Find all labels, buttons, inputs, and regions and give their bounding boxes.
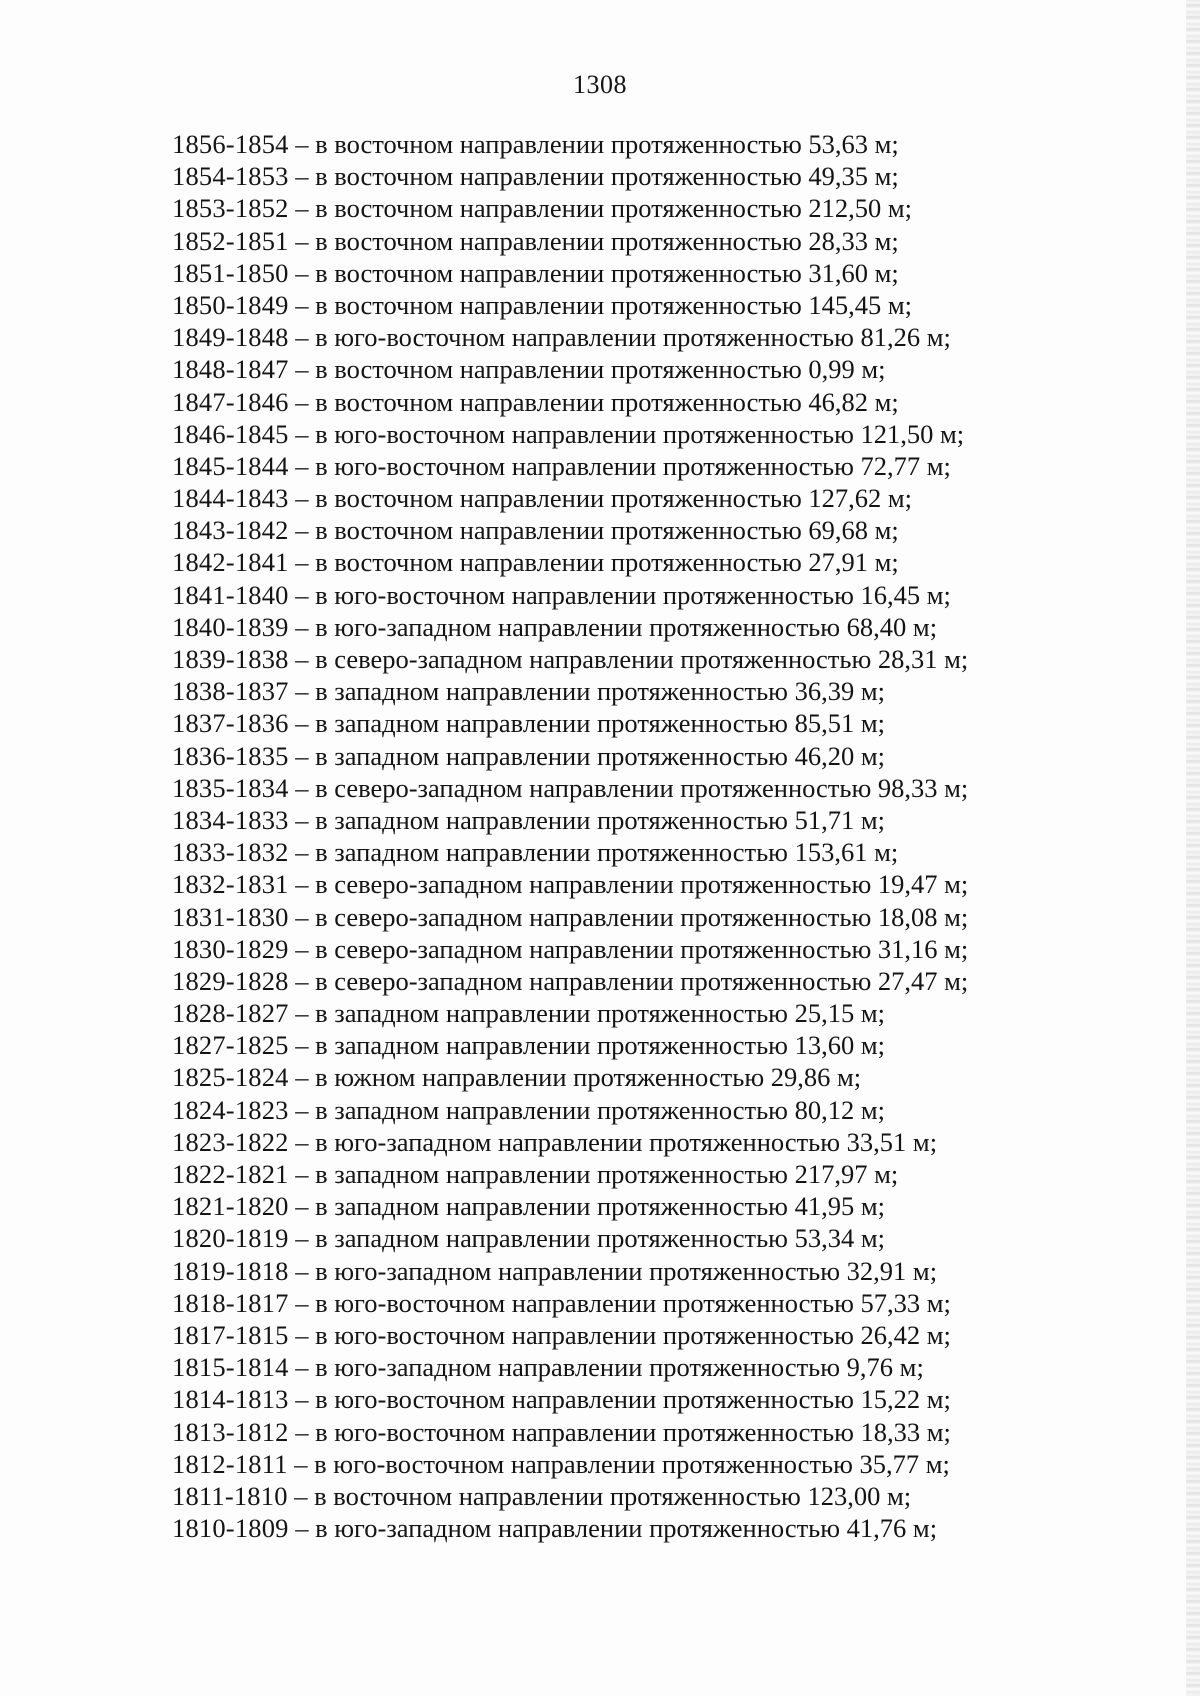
list-item [172,997,968,1029]
segment-description: – в юго-восточном направлении протяженностью 26,42 м; [288,1319,951,1350]
segment-points: 1836-1835 [172,740,289,771]
segment-description: – в восточном направлении протяженностью 31,60 м; [288,257,899,288]
segment-points: 1821-1820 [172,1191,289,1222]
list-item [172,546,968,578]
segment-points: 1815-1814 [172,1352,289,1383]
list-item [172,740,968,772]
segment-description: – в восточном направлении протяженностью 46,82 м; [288,386,899,417]
segment-points: 1822-1821 [172,1159,289,1189]
segment-description: – в юго-западном направлении протяженностью 41,76 м; [288,1513,938,1544]
segment-points: 1849-1848 [172,322,289,353]
list-item [172,160,968,192]
segment-description: – в юго-восточном направлении протяженностью 121,50 м; [288,418,965,449]
list-item [172,1383,968,1415]
list-item [172,804,968,836]
list-item [172,1190,968,1222]
list-item [172,1222,968,1254]
list-item [172,321,968,353]
segment-description: – в восточном направлении протяженностью 127,62 м; [288,483,913,514]
segment-points: 1813-1812 [172,1416,289,1447]
page-number: 1308 [573,70,627,99]
list-item [172,225,968,257]
list-item [172,1094,968,1126]
list-item [172,192,968,224]
scan-edge-noise [1186,0,1200,1696]
segment-description: – в юго-восточном направлении протяженностью 57,33 м; [288,1287,951,1318]
list-item [172,1512,968,1544]
segment-points: 1840-1839 [172,611,289,642]
list-item [172,418,968,450]
segment-description: – в восточном направлении протяженностью 53,63 м; [288,129,899,159]
segment-points: 1829-1828 [172,965,289,996]
segment-description: – в юго-восточном направлении протяженностью 81,26 м; [288,322,951,353]
segment-points: 1814-1813 [172,1384,289,1415]
list-item [172,257,968,289]
segment-points: 1835-1834 [172,772,289,803]
segment-description: – в западном направлении протяженностью 13,60 м; [288,1030,885,1061]
segment-points: 1830-1829 [172,933,289,964]
list-item [172,1158,968,1190]
segment-description: – в юго-западном направлении протяженностью 9,76 м; [288,1352,924,1383]
segment-description: – в восточном направлении протяженностью 69,68 м; [288,515,899,546]
list-item [172,1416,968,1448]
segment-points: 1810-1809 [172,1513,289,1544]
segment-description: – в восточном направлении протяженностью 28,33 м; [288,225,899,256]
segment-points: 1823-1822 [172,1126,289,1157]
segment-description: – в западном направлении протяженностью 53,34 м; [288,1223,885,1254]
list-item [172,933,968,965]
list-item [172,868,968,900]
segment-description: – в восточном направлении протяженностью 145,45 м; [288,289,913,320]
list-item [172,514,968,546]
list-item [172,1319,968,1351]
segment-description: – в южном направлении протяженностью 29,86 м; [288,1062,862,1093]
list-item [172,1287,968,1319]
segment-points: 1842-1841 [172,547,289,578]
segment-description: – в юго-восточном направлении протяженностью 72,77 м; [288,450,951,481]
segment-points: 1850-1849 [172,289,289,320]
segment-points: 1841-1840 [172,579,289,610]
segment-points: 1825-1824 [172,1062,289,1093]
segment-description: – в северо-западном направлении протяженностью 28,31 м; [288,644,969,674]
segment-description: – в восточном направлении протяженностью 123,00 м; [287,1480,912,1511]
segment-description: – в северо-западном направлении протяженностью 98,33 м; [288,772,969,803]
segment-points: 1817-1815 [172,1319,289,1350]
list-item [172,1126,968,1158]
segment-points: 1856-1854 [172,129,289,159]
segment-description: – в северо-западном направлении протяженностью 19,47 м; [288,869,969,900]
segment-description: – в западном направлении протяженностью 80,12 м; [288,1094,885,1125]
segment-description: – в юго-западном направлении протяженностью 68,40 м; [288,611,938,642]
list-item [172,1255,968,1287]
segment-points: 1838-1837 [172,676,289,707]
segment-points: 1833-1832 [172,837,289,868]
segment-points: 1824-1823 [172,1094,289,1125]
list-item [172,1480,968,1512]
segment-description: – в юго-восточном направлении протяженностью 16,45 м; [288,579,951,610]
segment-points: 1818-1817 [172,1287,289,1318]
segment-description: – в западном направлении протяженностью 25,15 м; [288,998,885,1029]
segment-points: 1839-1838 [172,644,289,674]
list-item [172,836,968,868]
segment-description: – в западном направлении протяженностью 41,95 м; [288,1191,885,1222]
segment-points: 1834-1833 [172,804,289,835]
segment-points: 1820-1819 [172,1223,289,1254]
segment-description: – в юго-восточном направлении протяженностью 15,22 м; [288,1384,951,1415]
list-item [172,1061,968,1093]
list-item [172,128,968,160]
list-item [172,611,968,643]
segment-description: – в западном направлении протяженностью 46,20 м; [288,740,885,771]
segment-points: 1827-1825 [172,1030,289,1061]
segment-description: – в юго-восточном направлении протяженностью 18,33 м; [288,1416,951,1447]
segment-points: 1811-1810 [172,1480,288,1511]
segment-points: 1837-1836 [172,708,289,739]
segment-description: – в восточном направлении протяженностью 212,50 м; [288,193,913,224]
segment-points: 1844-1843 [172,483,289,514]
segment-points: 1828-1827 [172,998,289,1029]
list-item [172,707,968,739]
segment-points: 1853-1852 [172,193,289,224]
segment-points: 1845-1844 [172,450,289,481]
segment-description: – в восточном направлении протяженностью 49,35 м; [288,161,899,192]
list-item [172,1351,968,1383]
list-item [172,353,968,385]
segment-description: – в восточном направлении протяженностью 0,99 м; [288,354,886,385]
segment-description: – в северо-западном направлении протяженностью 31,16 м; [288,933,969,964]
list-item [172,386,968,418]
segment-points: 1847-1846 [172,386,289,417]
list-item [172,450,968,482]
segment-points: 1852-1851 [172,225,289,256]
list-item [172,482,968,514]
list-item [172,772,968,804]
segment-points: 1846-1845 [172,418,289,449]
segment-description: – в юго-западном направлении протяженностью 33,51 м; [288,1126,938,1157]
segment-points: 1832-1831 [172,869,289,900]
segment-description: – в западном направлении протяженностью 153,61 м; [288,837,899,868]
segment-description: – в западном направлении протяженностью 217,97 м; [288,1159,899,1189]
segment-points: 1848-1847 [172,354,289,385]
list-item [172,675,968,707]
segment-description: – в восточном направлении протяженностью 27,91 м; [288,547,899,578]
segment-description: – в северо-западном направлении протяженностью 18,08 м; [288,901,969,932]
segment-description: – в юго-западном направлении протяженностью 32,91 м; [288,1255,938,1286]
list-item [172,1448,968,1480]
segment-points: 1812-1811 [172,1448,288,1479]
list-item [172,579,968,611]
list-item [172,901,968,933]
list-item [172,1029,968,1061]
list-item [172,643,968,675]
list-item [172,965,968,997]
boundary-segment-list [172,128,968,1544]
segment-points: 1851-1850 [172,257,289,288]
segment-points: 1843-1842 [172,515,289,546]
segment-points: 1831-1830 [172,901,289,932]
segment-points: 1819-1818 [172,1255,289,1286]
segment-description: – в северо-западном направлении протяженностью 27,47 м; [288,965,969,996]
list-item [172,289,968,321]
segment-description: – в западном направлении протяженностью 85,51 м; [288,708,885,739]
segment-description: – в западном направлении протяженностью 36,39 м; [288,676,885,707]
segment-points: 1854-1853 [172,161,289,192]
segment-description: – в западном направлении протяженностью 51,71 м; [288,804,885,835]
segment-description: – в юго-восточном направлении протяженностью 35,77 м; [287,1448,950,1479]
